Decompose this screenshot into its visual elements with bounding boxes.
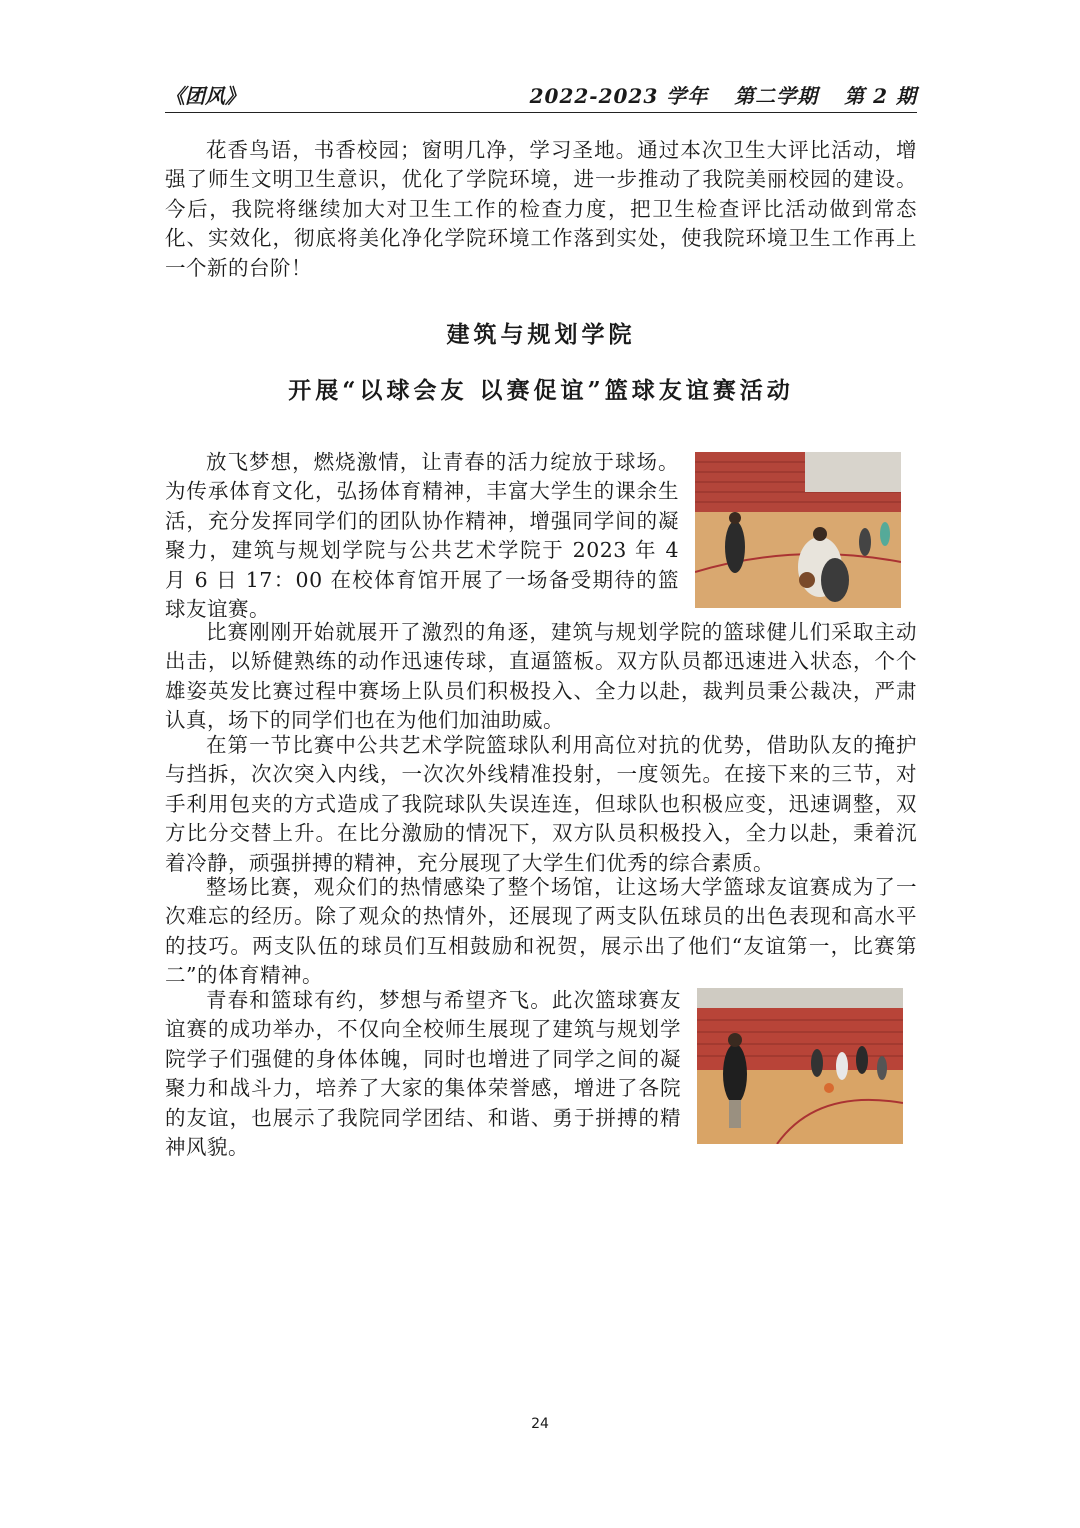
paragraph-1: 放飞梦想，燃烧激情，让青春的活力绽放于球场。为传承体育文化，弘扬体育精神，丰富大学生的课余生活，充分发挥同学们的团队协作精神，增强同学间的凝聚力，建筑与规划学院与公共艺术学院于 2023 年 4 月 6 日 17：00 在校体育馆开展了一场备受期待的篮球友谊赛。: [165, 450, 679, 622]
article-title: 开展“以球会友 以赛促谊”篮球友谊赛活动: [288, 377, 794, 404]
basketball-photo-1: [695, 452, 901, 608]
paragraph-4: 整场比赛，观众们的热情感染了整个场馆，让这场大学篮球友谊赛成为了一次难忘的经历。除了观众的热情外，还展现了两支队伍球员的出色表现和高水平的技巧。两支队伍的球员们互相鼓励和祝贺，展示出了他们“友谊第一，比赛第二”的体育精神。: [165, 875, 917, 988]
college-heading: 建筑与规划学院: [446, 321, 636, 348]
page-header: [165, 78, 917, 113]
issue-info: [512, 80, 917, 109]
semester: 第二学期: [734, 84, 819, 108]
issue-number: 第 2 期: [844, 84, 917, 108]
paragraph-3: 在第一节比赛中公共艺术学院篮球队利用高位对抗的优势，借助队友的掩护与挡拆，次次突入内线，一次次外线精准投射，一度领先。在接下来的三节，对手利用包夹的方式造成了我院球队失误连连，但球队也积极应变，迅速调整，双方比分交替上升。在比分激励的情况下，双方队员积极投入，全力以赴，秉着沉着冷静，顽强拼搏的精神，充分展现了大学生们优秀的综合素质。: [165, 733, 917, 875]
intro-paragraph: 花香鸟语，书香校园；窗明几净，学习圣地。通过本次卫生大评比活动，增强了师生文明卫生意识，优化了学院环境，进一步推动了我院美丽校园的建设。今后，我院将继续加大对卫生工作的检查力度，把卫生检查评比活动做到常态化、实效化，彻底将美化净化学院环境工作落到实处，使我院环境卫生工作再上一个新的台阶！: [165, 138, 917, 280]
paragraph-2: 比赛刚刚开始就展开了激烈的角逐，建筑与规划学院的篮球健儿们采取主动出击，以矫健熟练的动作迅速传球，直逼篮板。双方队员都迅速进入状态，个个雄姿英发比赛过程中赛场上队员们积极投入、全力以赴，裁判员秉公裁决，严肃认真，场下的同学们也在为他们加油助威。: [165, 620, 917, 733]
journal-name: 《团风》: [165, 84, 245, 108]
paragraph-5: 青春和篮球有约，梦想与希望齐飞。此次篮球赛友谊赛的成功举办，不仅向全校师生展现了建筑与规划学院学子们强健的身体体魄，同时也增进了同学之间的凝聚力和战斗力，培养了大家的集体荣誉感，增进了各院的友谊，也展示了我院同学团结、和谐、勇于拼搏的精神风貌。: [165, 988, 681, 1160]
page-number: 24: [531, 1416, 549, 1432]
academic-year: 2022-2023 学年: [529, 84, 709, 108]
basketball-photo-2: [697, 988, 903, 1144]
